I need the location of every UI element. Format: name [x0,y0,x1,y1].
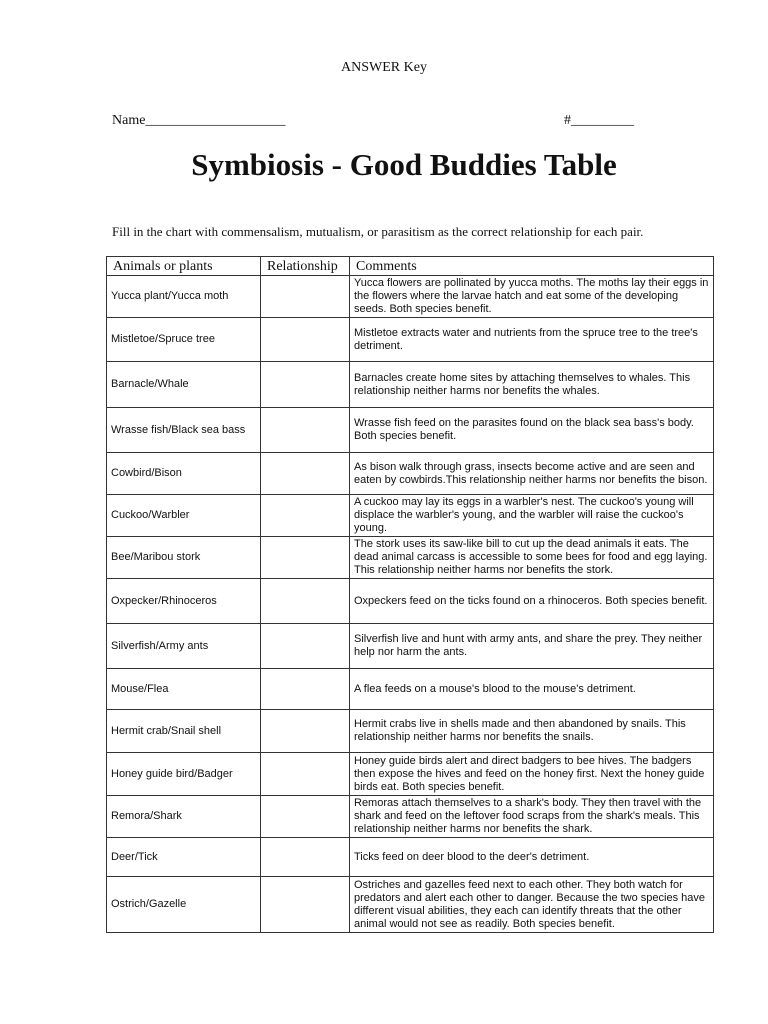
relationship-cell[interactable] [261,624,350,669]
table-row [107,838,714,877]
comment-cell: As bison walk through grass, insects become active and are seen and eaten by cowbirds.This relationship neither harms nor benefits the bison. [350,453,714,495]
table-row [107,495,714,537]
number-label: # [564,113,571,128]
relationship-cell[interactable] [261,579,350,624]
column-header-comments: Comments [350,257,714,276]
relationship-cell[interactable] [261,838,350,877]
pair-cell: Mistletoe/Spruce tree [107,318,261,362]
column-header-relationship: Relationship [261,257,350,276]
pair-cell: Yucca plant/Yucca moth [107,276,261,318]
relationship-cell[interactable] [261,362,350,408]
symbiosis-table [106,256,714,933]
relationship-cell[interactable] [261,796,350,838]
comment-cell: The stork uses its saw-like bill to cut up the dead animals it eats. The dead animal carcass is accessible to some bees for food and egg laying. This relationship neither harms nor benefits the stork. [350,537,714,579]
pair-cell: Cuckoo/Warbler [107,495,261,537]
comment-cell: A cuckoo may lay its eggs in a warbler's nest. The cuckoo's young will displace the warbler's young, and the warbler will raise the cuckoo's young. [350,495,714,537]
table-row [107,318,714,362]
pair-cell: Oxpecker/Rhinoceros [107,579,261,624]
relationship-cell[interactable] [261,408,350,453]
comment-cell: Mistletoe extracts water and nutrients from the spruce tree to the tree's detriment. [350,318,714,362]
table-row [107,877,714,933]
pair-cell: Honey guide bird/Badger [107,753,261,796]
number-blank: _________ [571,113,634,128]
relationship-cell[interactable] [261,877,350,933]
table-row [107,537,714,579]
comment-cell: Barnacles create home sites by attaching themselves to whales. This relationship neither harms nor benefits the whales. [350,362,714,408]
table-row [107,753,714,796]
pair-cell: Deer/Tick [107,838,261,877]
name-field[interactable] [112,113,285,129]
comment-cell: A flea feeds on a mouse's blood to the mouse's detriment. [350,669,714,710]
answer-key-label: ANSWER Key [341,60,427,75]
pair-cell: Barnacle/Whale [107,362,261,408]
pair-cell: Cowbird/Bison [107,453,261,495]
comment-cell: Ticks feed on deer blood to the deer's detriment. [350,838,714,877]
relationship-cell[interactable] [261,537,350,579]
comment-cell: Wrasse fish feed on the parasites found on the black sea bass's body. Both species benefit. [350,408,714,453]
comment-cell: Silverfish live and hunt with army ants, and share the prey. They neither help nor harm the ants. [350,624,714,669]
number-field[interactable] [564,113,634,129]
comment-cell: Oxpeckers feed on the ticks found on a rhinoceros. Both species benefit. [350,579,714,624]
pair-cell: Bee/Maribou stork [107,537,261,579]
table-header-row [107,257,714,276]
table-row [107,362,714,408]
name-blank: ____________________ [145,113,286,128]
pair-cell: Silverfish/Army ants [107,624,261,669]
comment-cell: Yucca flowers are pollinated by yucca moths. The moths lay their eggs in the flowers where the larvae hatch and eat some of the developing seeds. Both species benefit. [350,276,714,318]
comment-cell: Hermit crabs live in shells made and then abandoned by snails. This relationship neither harms nor benefits the snails. [350,710,714,753]
name-label: Name [112,113,146,128]
table-row [107,669,714,710]
table-row [107,453,714,495]
relationship-cell[interactable] [261,669,350,710]
relationship-cell[interactable] [261,710,350,753]
relationship-cell[interactable] [261,495,350,537]
pair-cell: Remora/Shark [107,796,261,838]
table-row [107,710,714,753]
table-row [107,624,714,669]
page-title: Symbiosis - Good Buddies Table [191,147,617,182]
relationship-cell[interactable] [261,318,350,362]
table-row [107,408,714,453]
pair-cell: Ostrich/Gazelle [107,877,261,933]
pair-cell: Wrasse fish/Black sea bass [107,408,261,453]
relationship-cell[interactable] [261,276,350,318]
relationship-cell[interactable] [261,453,350,495]
pair-cell: Mouse/Flea [107,669,261,710]
table-row [107,579,714,624]
table-row [107,276,714,318]
pair-cell: Hermit crab/Snail shell [107,710,261,753]
comment-cell: Ostriches and gazelles feed next to each other. They both watch for predators and alert each other to danger. Because the two species have different visual abilities, they each can identify threats that the other animal would not see as readily. Both species benefit. [350,877,714,933]
relationship-cell[interactable] [261,753,350,796]
column-header-animals: Animals or plants [107,257,261,276]
comment-cell: Remoras attach themselves to a shark's body. They then travel with the shark and feed on the leftover food scraps from the shark's meals. This relationship neither harms nor benefits the shark. [350,796,714,838]
table-row [107,796,714,838]
instructions: Fill in the chart with commensalism, mutualism, or parasitism as the correct relationship for each pair. [112,224,644,239]
comment-cell: Honey guide birds alert and direct badgers to bee hives. The badgers then expose the hives and feed on the honey first. Next the honey guide birds eat. Both species benefit. [350,753,714,796]
